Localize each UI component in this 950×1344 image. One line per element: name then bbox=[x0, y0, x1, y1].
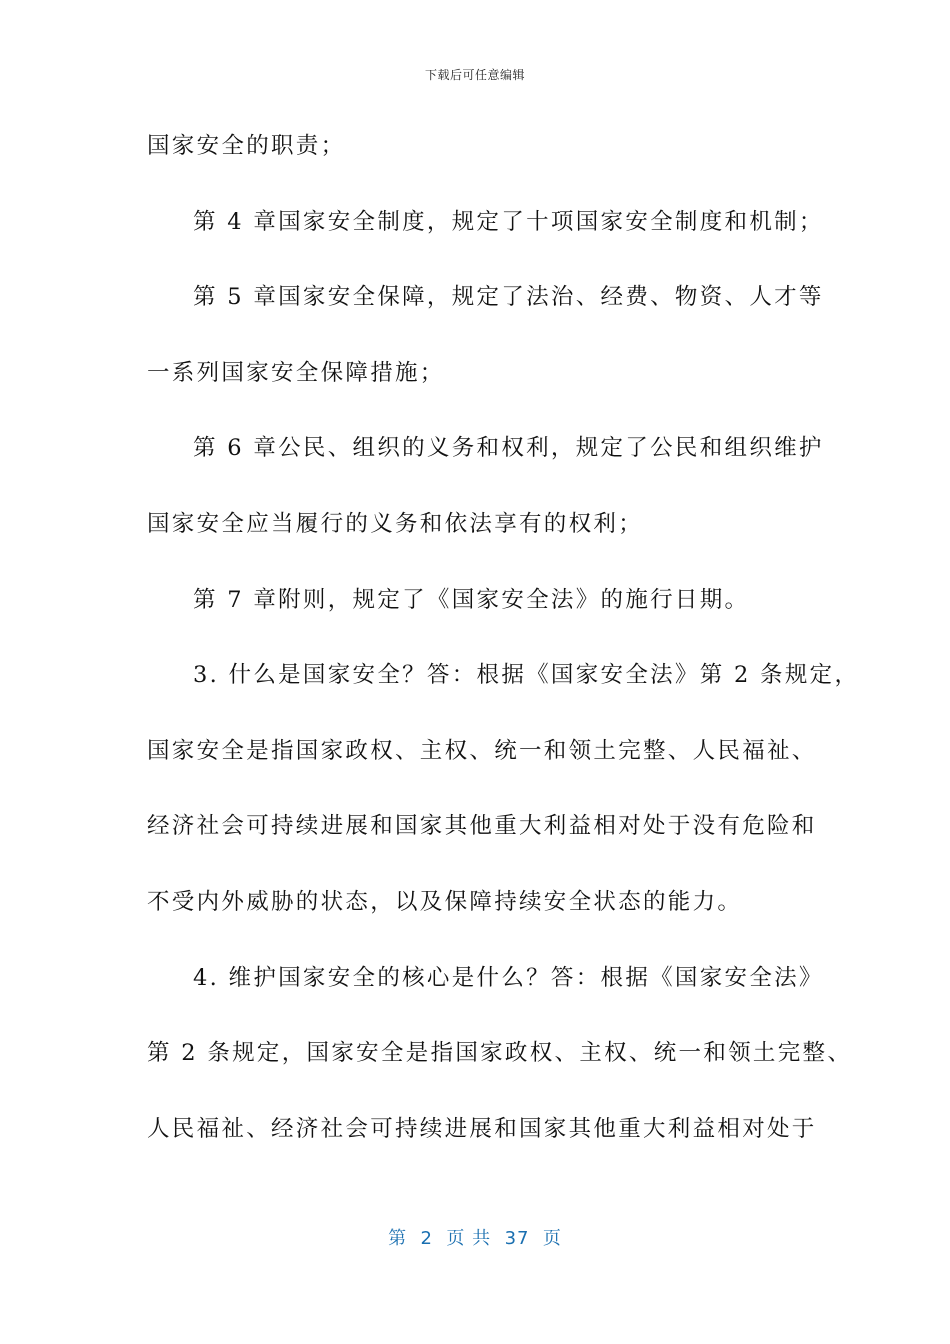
paragraph-line: 人民福祉、经济社会可持续进展和国家其他重大利益相对处于 bbox=[147, 1115, 817, 1142]
paragraph-line: 4. 维护国家安全的核心是什么？答：根据《国家安全法》 bbox=[193, 964, 824, 991]
paragraph-line: 第 4 章国家安全制度，规定了十项国家安全制度和机制； bbox=[193, 208, 824, 235]
paragraph-line: 第 2 条规定，国家安全是指国家政权、主权、统一和领土完整、 bbox=[147, 1040, 853, 1067]
paragraph-line: 经济社会可持续进展和国家其他重大利益相对处于没有危险和 bbox=[147, 813, 817, 840]
page-header: 下载后可任意编辑 bbox=[424, 68, 525, 82]
page-number-footer: 第 2 页 共 37 页 bbox=[388, 1228, 562, 1249]
document-body bbox=[147, 122, 860, 1180]
paragraph-line: 第 5 章国家安全保障，规定了法治、经费、物资、人才等 bbox=[193, 284, 824, 311]
paragraph-line: 第 7 章附则，规定了《国家安全法》的施行日期。 bbox=[193, 586, 750, 613]
paragraph-line: 一系列国家安全保障措施； bbox=[147, 359, 445, 386]
paragraph-line: 国家安全是指国家政权、主权、统一和领土完整、人民福祉、 bbox=[147, 737, 817, 764]
paragraph-line: 国家安全应当履行的义务和依法享有的权利； bbox=[147, 510, 644, 537]
paragraph-line: 3. 什么是国家安全？答：根据《国家安全法》第 2 条规定， bbox=[193, 662, 860, 689]
paragraph-line: 不受内外威胁的状态，以及保障持续安全状态的能力。 bbox=[147, 888, 743, 915]
paragraph-line: 第 6 章公民、组织的义务和权利，规定了公民和组织维护 bbox=[193, 435, 824, 462]
paragraph-line: 国家安全的职责； bbox=[147, 133, 346, 159]
